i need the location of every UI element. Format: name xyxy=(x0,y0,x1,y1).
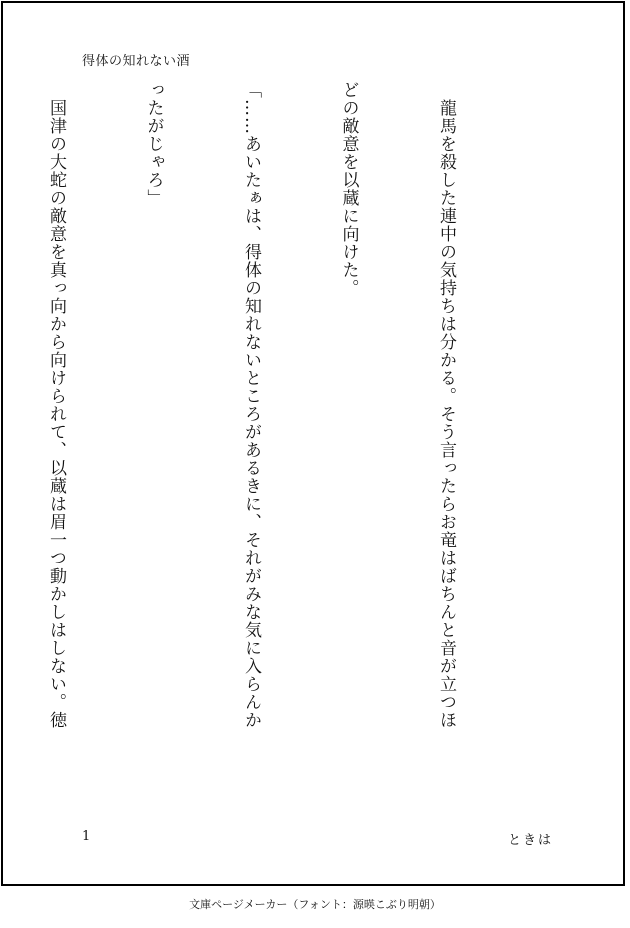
text-line: どの敵意を以蔵に向けた。 xyxy=(338,81,359,297)
running-title: 得体の知れない酒 xyxy=(82,54,191,69)
text-line: 「……あいたぁは、得体の知れないところがあるきに、それがみな気に入らんか xyxy=(241,81,261,729)
text-line: 龍馬を殺した連中の気持ちは分かる。そう言ったらお竜はばちんと音が立つほ xyxy=(436,81,456,729)
text-line: 国津の大蛇の敵意を真っ向から向けられて、以蔵は眉一つ動かしはしない。徳 xyxy=(46,81,66,729)
page-number: 1 xyxy=(82,829,91,844)
footer-credit: 文庫ページメーカー（フォント：源暎こぶり明朝） xyxy=(189,898,441,911)
page-frame xyxy=(1,1,625,886)
text-line: ったがじゃろ」 xyxy=(143,81,164,207)
body-text xyxy=(0,81,527,811)
author-name: ときは xyxy=(508,833,554,848)
